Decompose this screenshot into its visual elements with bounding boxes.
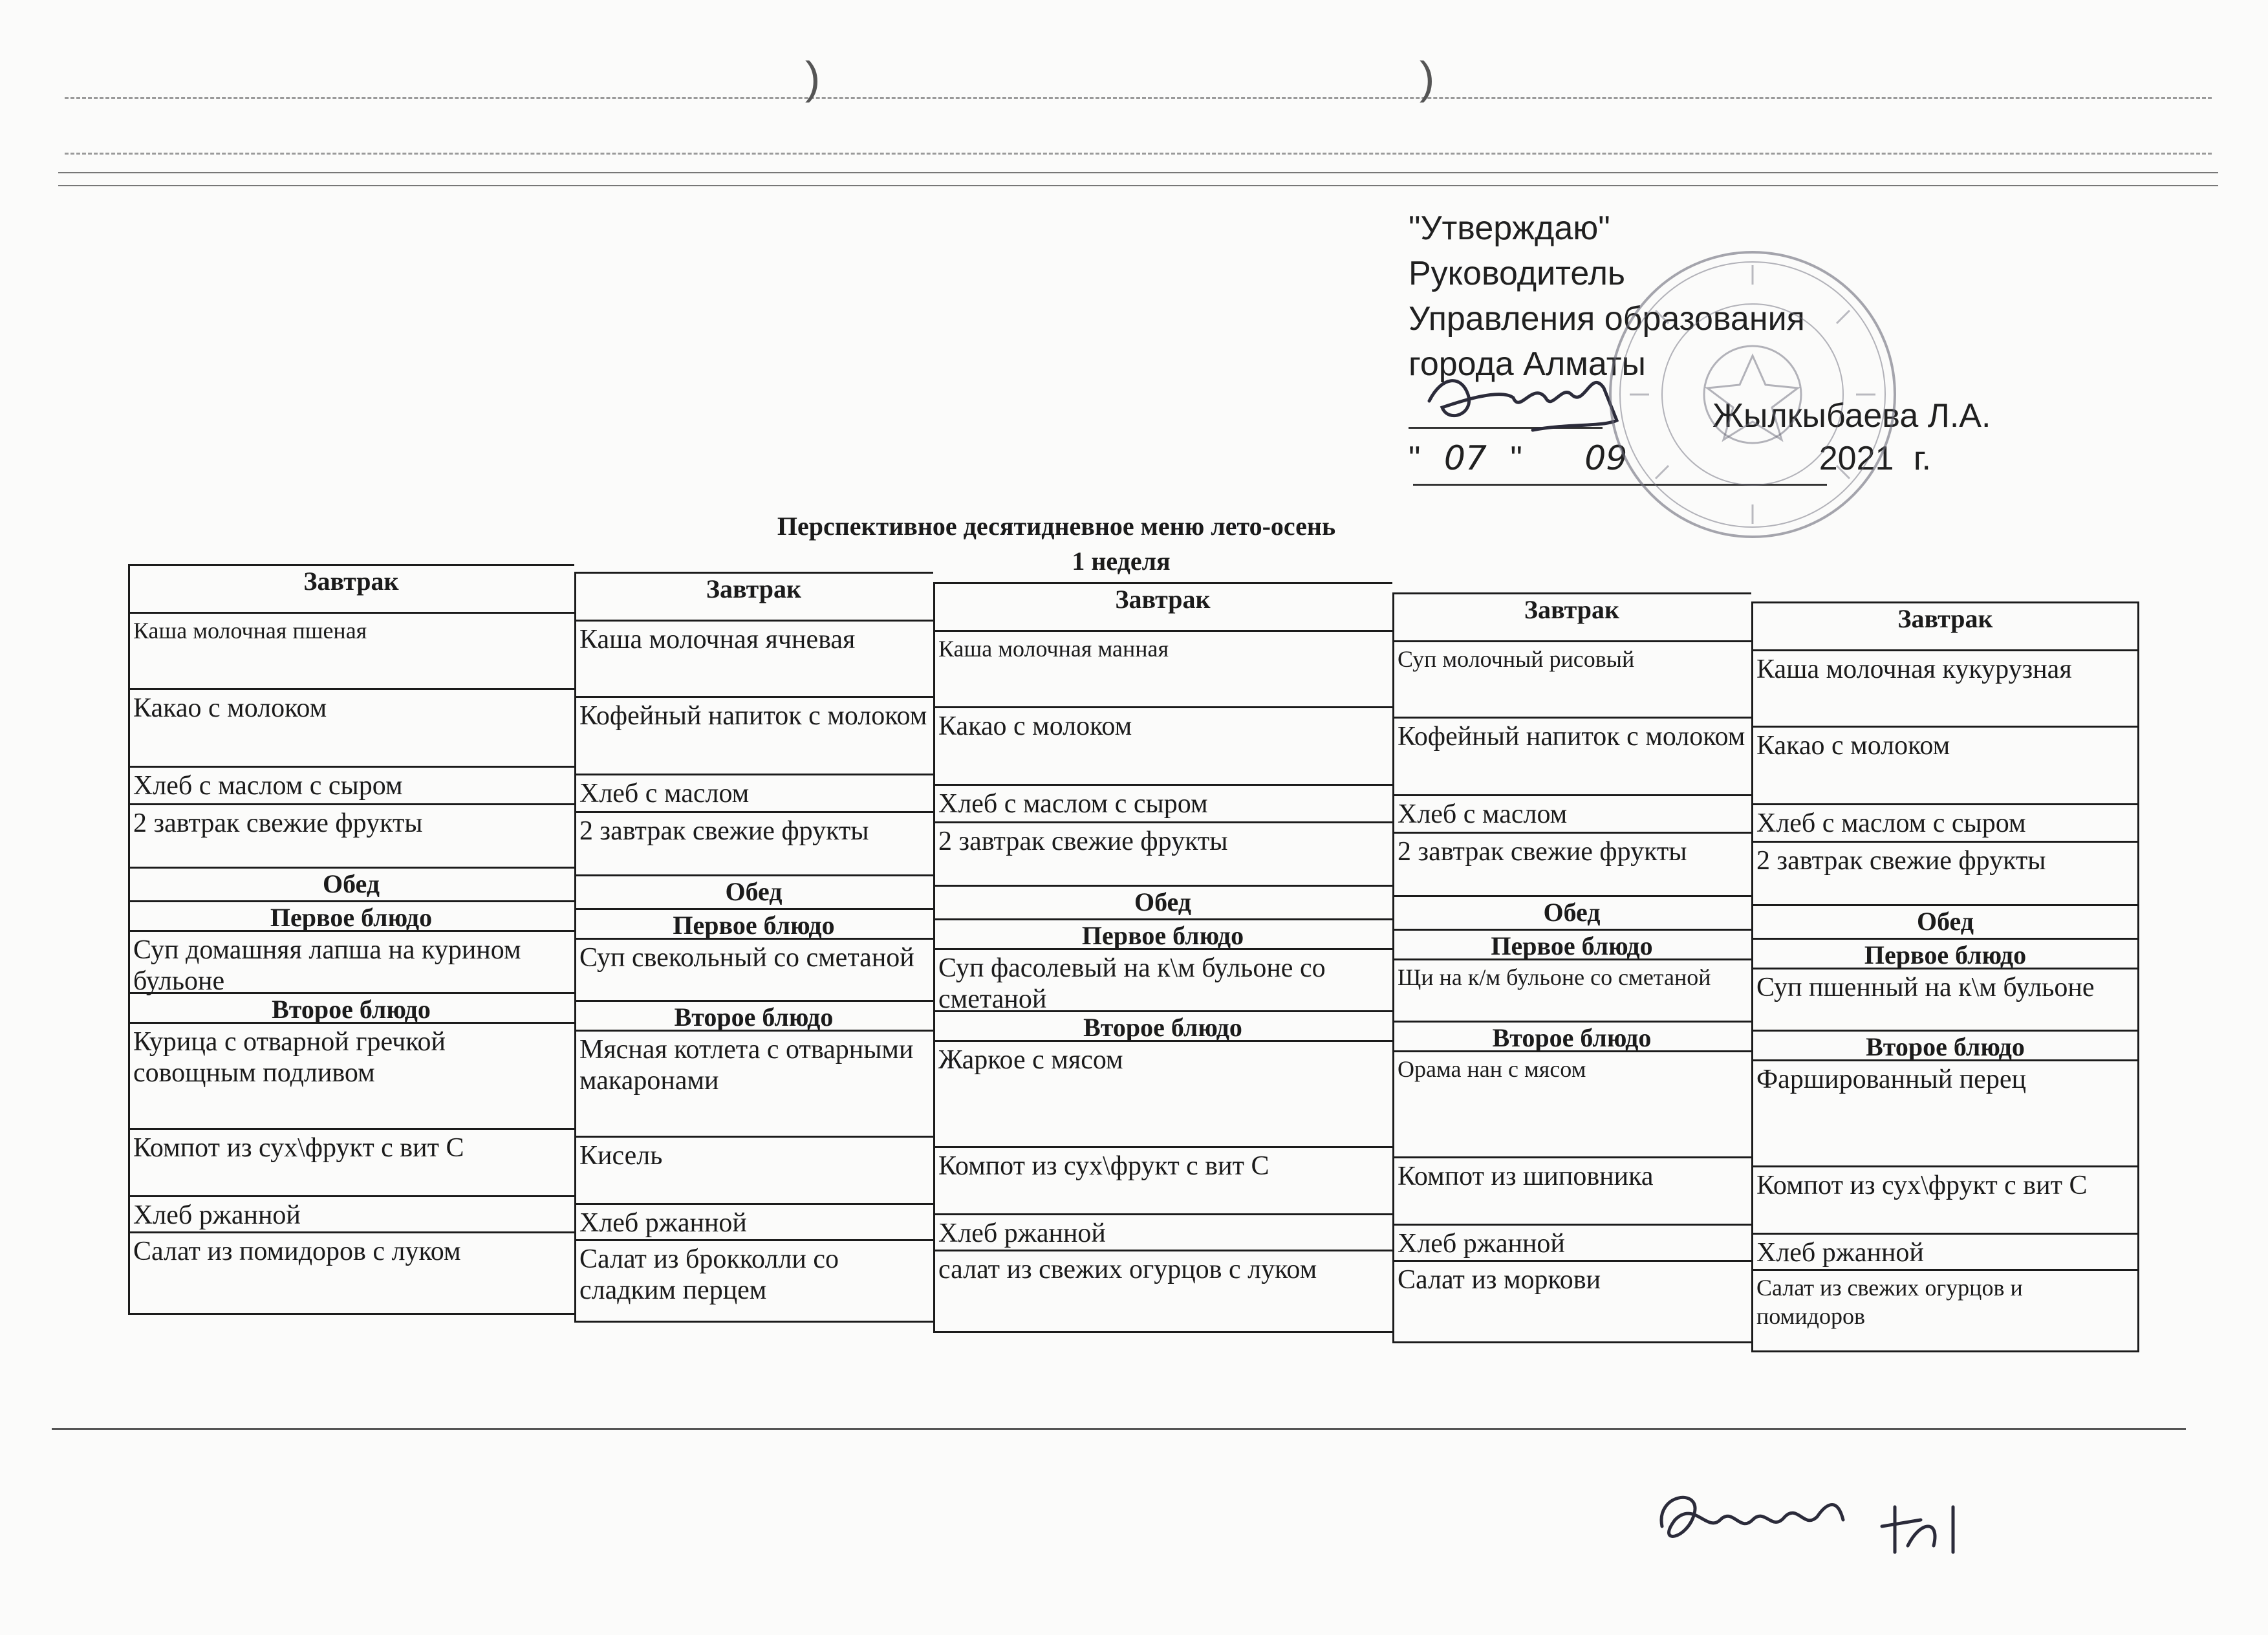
lunch-header: Обед [1751, 904, 2139, 938]
lunch-header: Обед [933, 885, 1392, 918]
day-column [574, 572, 933, 1328]
first-course-header: Первое блюдо [574, 908, 933, 938]
document-title: Перспективное десятидневное меню лето-осень [777, 512, 1336, 541]
breakfast-item-cell: Каша молочная кукурузная [1751, 649, 2139, 726]
salad-cell: Салат из свежих огурцов и помидоров [1751, 1269, 2139, 1350]
bread-cell: Хлеб ржанной [128, 1195, 574, 1231]
date-year: 2021 [1819, 440, 1894, 477]
scan-artifact [58, 172, 2218, 173]
second-course-cell: Курица с отварной гречкой совощным подливом [128, 1022, 574, 1128]
second-course-header: Второе блюдо [933, 1010, 1392, 1040]
official-seal-stamp [1604, 246, 1901, 543]
second-course-header: Второе блюдо [574, 1000, 933, 1030]
breakfast-item-cell: Какао с молоком [1751, 726, 2139, 803]
scan-artifact [58, 185, 2218, 186]
approval-signatory: Жылкыбаева Л.А. [1712, 397, 1991, 435]
breakfast-item-cell: Хлеб с маслом [574, 774, 933, 811]
breakfast-item-cell: Каша молочная манная [933, 630, 1392, 706]
day-column [933, 582, 1392, 1339]
first-course-cell: Суп домашняя лапша на курином бульоне [128, 930, 574, 992]
second-course-cell: Орама нан с мясом [1392, 1050, 1751, 1156]
second-course-header: Второе блюдо [128, 992, 574, 1022]
breakfast-item-cell: 2 завтрак свежие фрукты [1751, 841, 2139, 904]
breakfast-item-cell: Хлеб с маслом с сыром [933, 784, 1392, 821]
column-divider [2137, 601, 2139, 1352]
drink-cell: Компот из сух\фрукт с вит С [933, 1146, 1392, 1213]
breakfast-item-cell: 2 завтрак свежие фрукты [1392, 832, 1751, 895]
column-divider [128, 564, 130, 1315]
scan-artifact [52, 1428, 2186, 1430]
breakfast-header: Завтрак [1751, 601, 2139, 649]
date-month: 09 [1584, 439, 1628, 478]
table-bottom-border [574, 1321, 933, 1323]
scan-artifact [65, 97, 2212, 99]
breakfast-item-cell: 2 завтрак свежие фрукты [128, 803, 574, 867]
first-course-header: Первое блюдо [933, 918, 1392, 948]
date-day: 07 [1443, 439, 1487, 478]
bread-cell: Хлеб ржанной [1751, 1233, 2139, 1269]
menu-table [128, 564, 2139, 1398]
breakfast-item-cell: Хлеб с маслом [1392, 794, 1751, 832]
lunch-header: Обед [1392, 895, 1751, 929]
scan-artifact: ) [1420, 52, 1435, 103]
salad-cell: Салат из моркови [1392, 1260, 1751, 1341]
second-course-header: Второе блюдо [1392, 1021, 1751, 1050]
first-course-header: Первое блюдо [1392, 929, 1751, 958]
date-suffix: г. [1913, 440, 1931, 477]
scan-artifact [65, 153, 2212, 155]
breakfast-item-cell: Каша молочная ячневая [574, 620, 933, 696]
salad-cell: Салат из помидоров с луком [128, 1231, 574, 1313]
first-course-cell: Суп фасолевый на к\м бульоне со сметаной [933, 948, 1392, 1010]
approval-title: "Утверждаю" [1409, 210, 1610, 247]
breakfast-item-cell: Какао с молоком [933, 706, 1392, 784]
column-divider [574, 572, 576, 1323]
breakfast-item-cell: Хлеб с маслом с сыром [128, 766, 574, 803]
bread-cell: Хлеб ржанной [574, 1203, 933, 1239]
day-column [1392, 592, 1751, 1349]
breakfast-item-cell: Кофейный напиток с молоком [1392, 717, 1751, 794]
week-label: 1 неделя [1072, 547, 1171, 576]
drink-cell: Компот из сух\фрукт с вит С [128, 1128, 574, 1195]
bread-cell: Хлеб ржанной [1392, 1224, 1751, 1260]
approval-department: Управления образования [1409, 300, 1805, 338]
breakfast-item-cell: Кофейный напиток с молоком [574, 696, 933, 774]
first-course-header: Первое блюдо [128, 900, 574, 930]
first-course-cell: Суп пшенный на к\м бульоне [1751, 968, 2139, 1030]
signature-image [1423, 362, 1630, 440]
table-bottom-border [128, 1313, 574, 1315]
table-bottom-border [1751, 1350, 2139, 1352]
day-column [128, 564, 574, 1321]
drink-cell: Компот из шиповника [1392, 1156, 1751, 1224]
first-course-cell: Суп свекольный со сметаной [574, 938, 933, 1000]
breakfast-header: Завтрак [1392, 592, 1751, 640]
breakfast-header: Завтрак [128, 564, 574, 612]
lunch-header: Обед [128, 867, 574, 900]
second-course-cell: Жаркое с мясом [933, 1040, 1392, 1146]
first-course-cell: Щи на к/м бульоне со сметаной [1392, 958, 1751, 1021]
date-quote: " [1409, 440, 1421, 477]
approval-position: Руководитель [1409, 255, 1626, 292]
approval-city: города Алматы [1409, 345, 1646, 383]
table-bottom-border [933, 1331, 1392, 1333]
first-course-header: Первое блюдо [1751, 938, 2139, 968]
breakfast-item-cell: Суп молочный рисовый [1392, 640, 1751, 717]
second-course-cell: Мясная котлета с отварными макаронами [574, 1030, 933, 1136]
breakfast-header: Завтрак [574, 572, 933, 620]
salad-cell: Салат из брокколли со сладким перцем [574, 1239, 933, 1321]
breakfast-item-cell: Каша молочная пшеная [128, 612, 574, 688]
drink-cell: Кисель [574, 1136, 933, 1203]
second-course-cell: Фаршированный перец [1751, 1059, 2139, 1165]
bottom-signature-image [1649, 1481, 2011, 1565]
date-quote: " [1510, 440, 1522, 477]
breakfast-item-cell: 2 завтрак свежие фрукты [574, 811, 933, 874]
salad-cell: салат из свежих огурцов с луком [933, 1250, 1392, 1331]
breakfast-item-cell: Хлеб с маслом с сыром [1751, 803, 2139, 841]
drink-cell: Компот из сух\фрукт с вит С [1751, 1165, 2139, 1233]
bread-cell: Хлеб ржанной [933, 1213, 1392, 1250]
column-divider [1392, 592, 1394, 1343]
day-column [1751, 601, 2139, 1358]
breakfast-header: Завтрак [933, 582, 1392, 630]
table-bottom-border [1392, 1341, 1751, 1343]
second-course-header: Второе блюдо [1751, 1030, 2139, 1059]
scan-artifact: ) [805, 52, 821, 103]
breakfast-item-cell: Какао с молоком [128, 688, 574, 766]
breakfast-item-cell: 2 завтрак свежие фрукты [933, 821, 1392, 885]
column-divider [1751, 601, 1753, 1352]
column-divider [933, 582, 935, 1333]
lunch-header: Обед [574, 874, 933, 908]
